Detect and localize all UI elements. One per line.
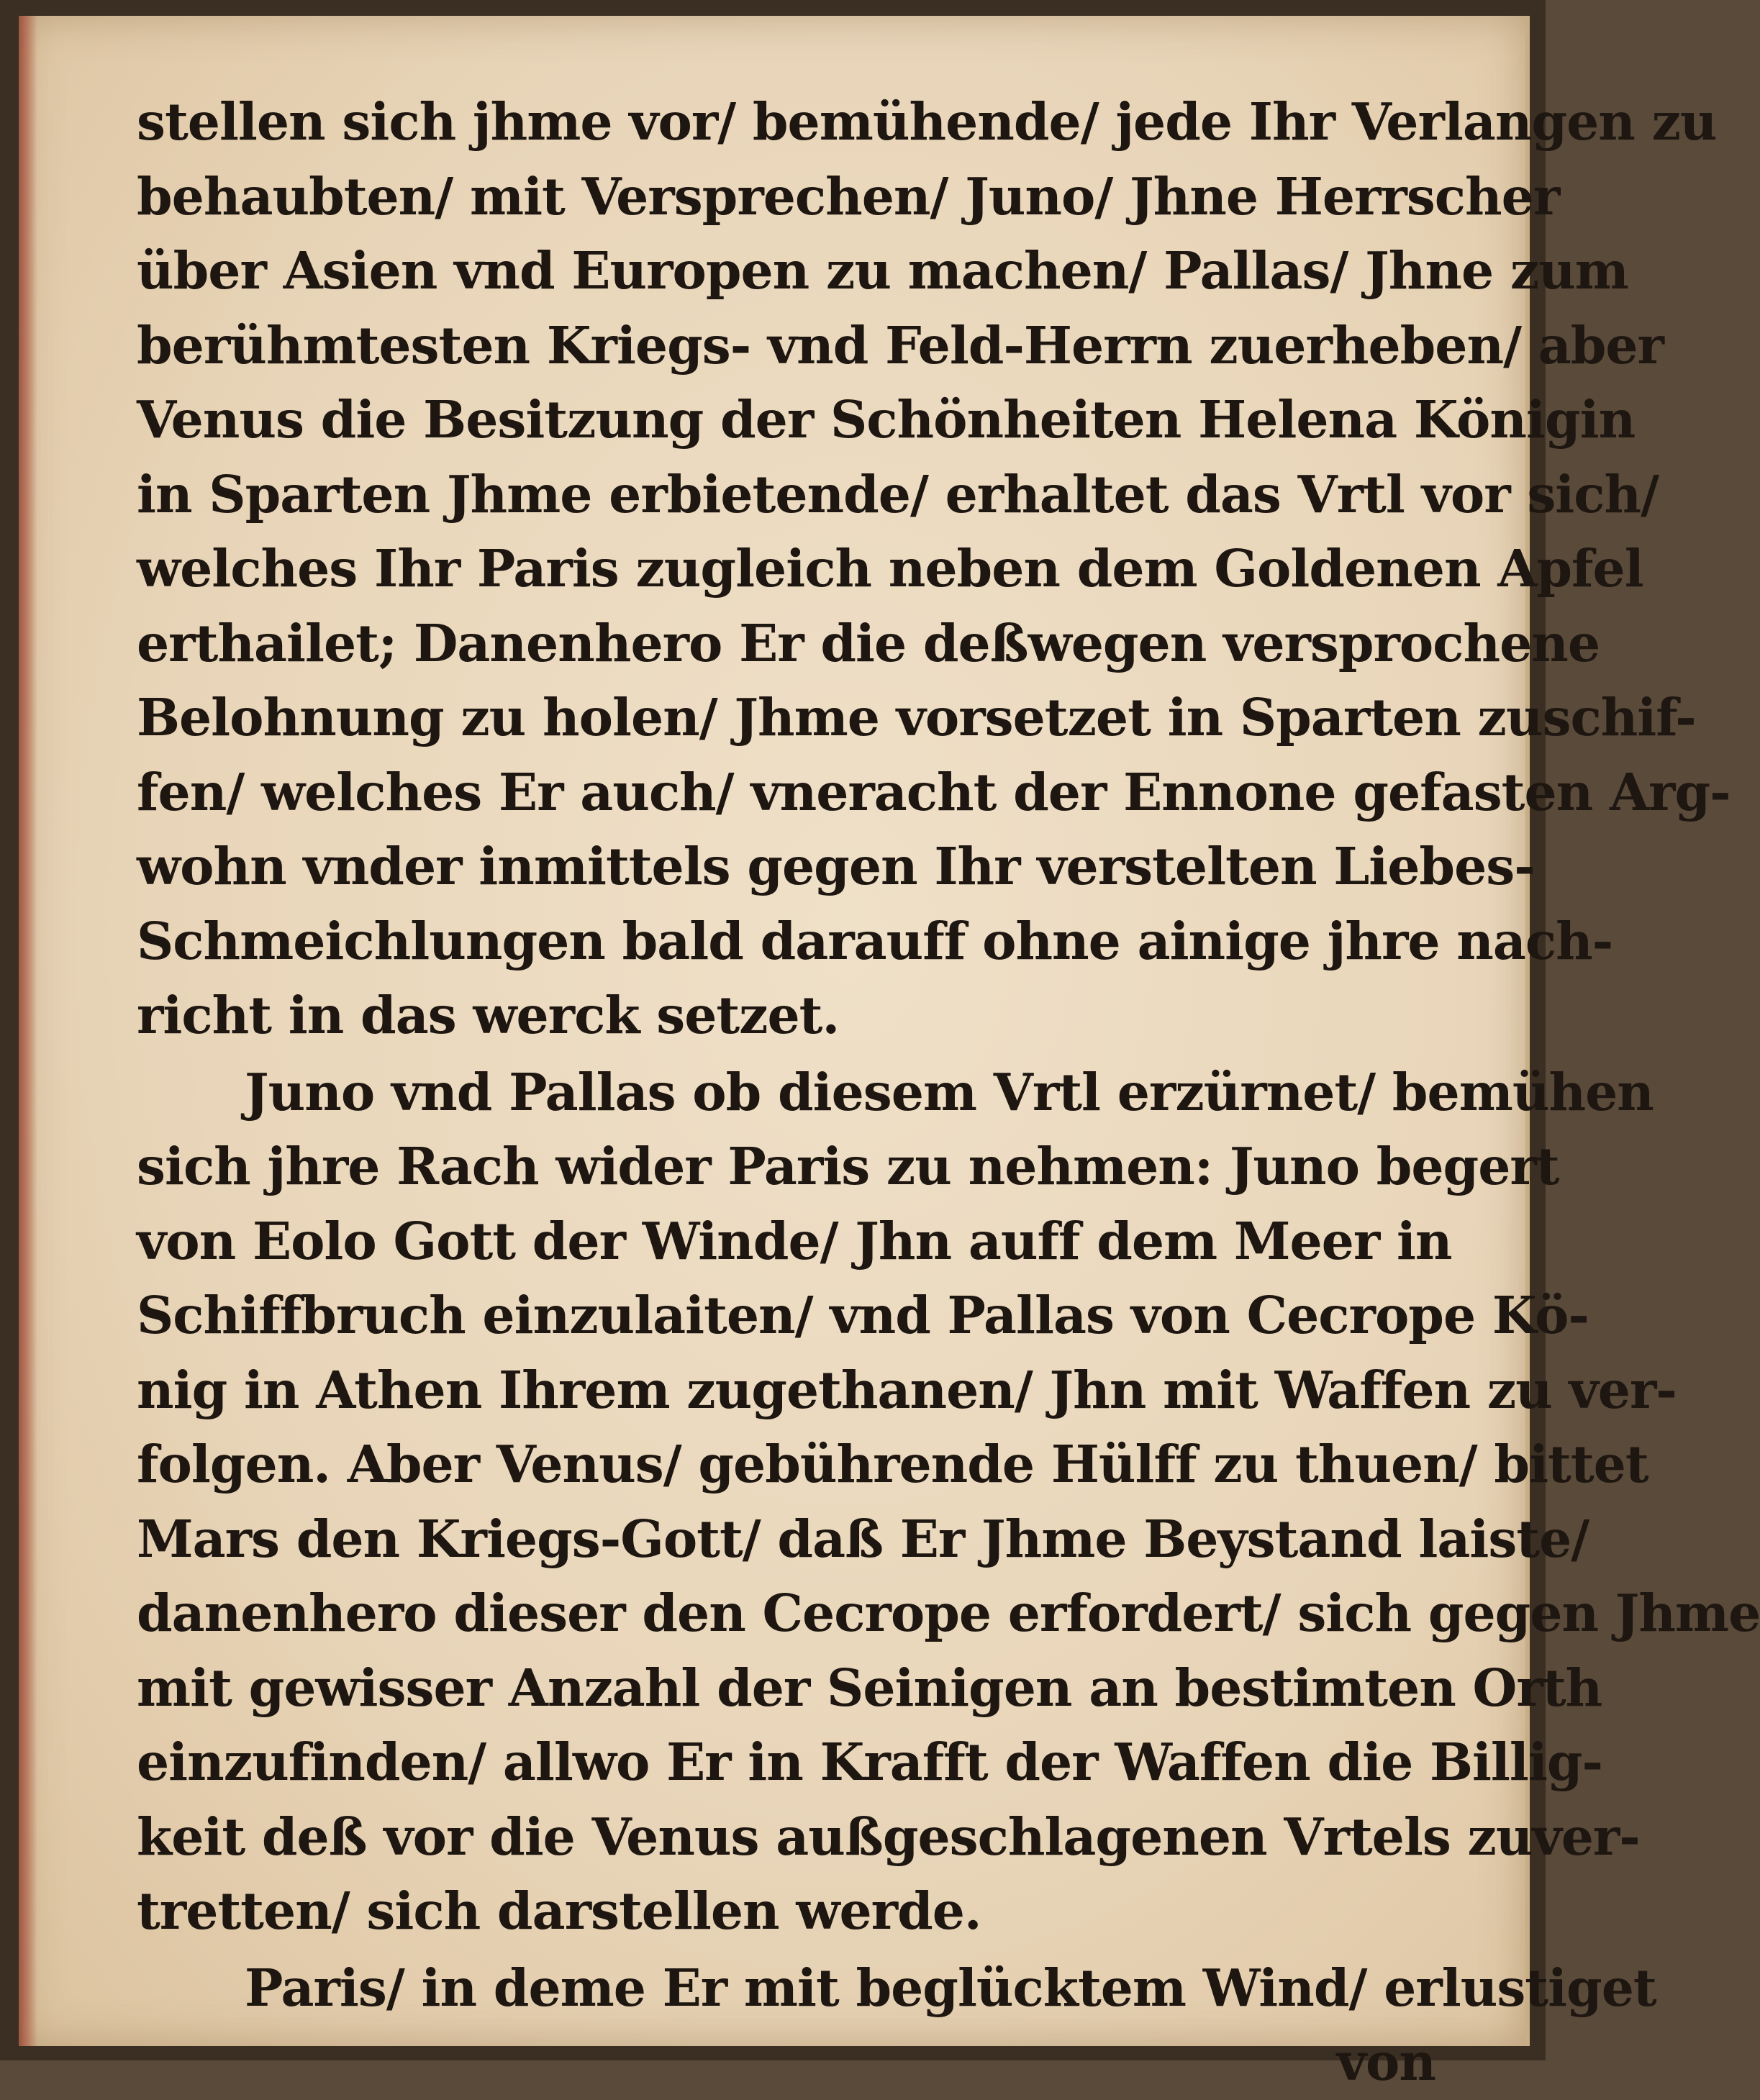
text-line: nig in Athen Ihrem zugethanen/ Jhn mit Waffen zu ver- [137,1359,1677,1420]
text-line: mit gewisser Anzahl der Seinigen an bestimten Orth [137,1657,1602,1718]
catchword: von [1336,2032,1435,2092]
text-line: Belohnung zu holen/ Jhme vorsetzet in Sparten zuschif- [137,687,1696,747]
text-line: Venus die Besitzung der Schönheiten Helena Königin [137,389,1636,450]
text-line: erthailet; Danenhero Er die deßwegen versprochene [137,612,1600,673]
text-line: keit deß vor die Venus außgeschlagenen Vrtels zuver- [137,1806,1640,1867]
text-line: folgen. Aber Venus/ gebührende Hülff zu thuen/ bittet [137,1434,1648,1494]
text-line: Paris/ in deme Er mit beglücktem Wind/ erlustiget [245,1957,1656,2018]
text-line: einzufinden/ allwo Er in Krafft der Waffen die Billig- [137,1732,1602,1792]
text-line: Schmeichlungen bald darauff ohne ainige jhre nach- [137,910,1613,971]
text-line: berühmtesten Kriegs- vnd Feld-Herrn zuerheben/ aber [137,314,1664,376]
text-line: richt in das werck setzet. [137,985,840,1045]
text-line: wohn vnder inmittels gegen Ihr verstelten Liebes- [137,836,1535,896]
text-line: in Sparten Jhme erbietende/ erhaltet das Vrtl vor sich/ [137,463,1659,524]
text-line: über Asien vnd Europen zu machen/ Pallas/ Jhne zum [137,240,1628,301]
text-line: sich jhre Rach wider Paris zu nehmen: Juno begert [137,1136,1559,1196]
text-line: Mars den Kriegs-Gott/ daß Er Jhme Beystand laiste/ [137,1508,1589,1569]
text-line: stellen sich jhme vor/ bemühende/ jede Ihr Verlangen zu [137,91,1717,152]
text-line: behaubten/ mit Versprechen/ Juno/ Jhne Herrscher [137,165,1560,227]
text-line: Juno vnd Pallas ob diesem Vrtl erzürnet/ bemühen [245,1061,1654,1122]
text-line: Schiffbruch einzulaiten/ vnd Pallas von Cecrope Kö- [137,1285,1589,1345]
text-line: tretten/ sich darstellen werde. [137,1881,981,1941]
text-line: fen/ welches Er auch/ vneracht der Ennone gefasten Arg- [137,761,1730,822]
text-line: danenhero dieser den Cecrope erfordert/ sich gegen Jhme [137,1583,1760,1643]
text-line: von Eolo Gott der Winde/ Jhn auff dem Meer in [137,1210,1452,1271]
text-line: welches Ihr Paris zugleich neben dem Goldenen Apfel [137,538,1643,599]
page-spine-edge [19,16,37,2046]
page-text [137,85,1760,2100]
